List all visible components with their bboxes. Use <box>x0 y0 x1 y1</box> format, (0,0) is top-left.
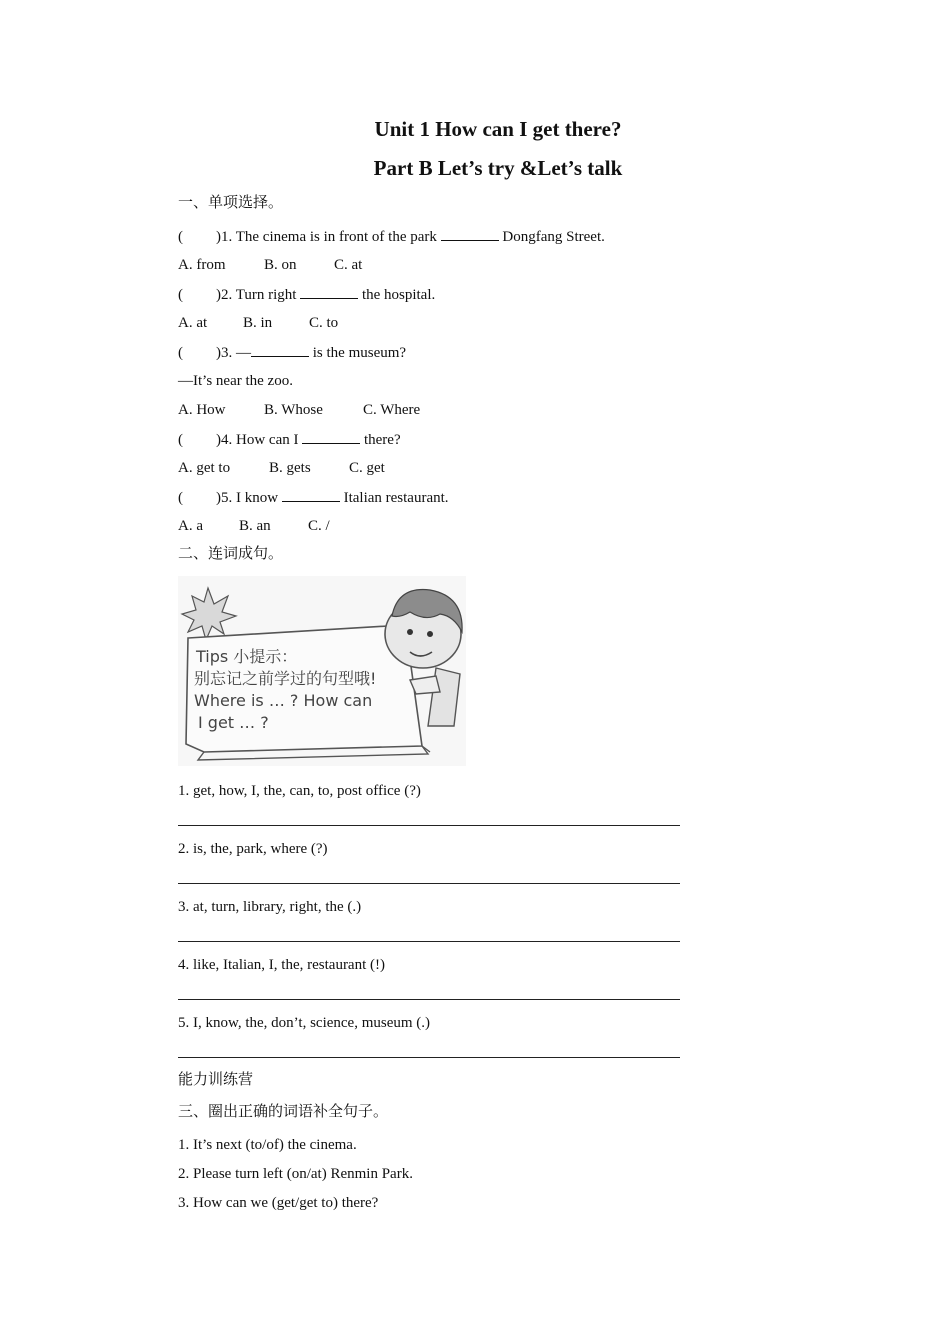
question-2-options <box>178 313 338 333</box>
option-c: C. to <box>309 315 339 331</box>
section-1-heading: 一、单项选择。 <box>178 195 284 211</box>
tips-line-2: 别忘记之前学过的句型哦! <box>194 669 377 688</box>
option-a: A. get to <box>178 460 231 476</box>
option-a: A. at <box>178 315 208 331</box>
answer-blank[interactable] <box>441 226 499 241</box>
reorder-item-4: 4. like, Italian, I, the, restaurant (!) <box>178 957 385 973</box>
answer-blank[interactable] <box>282 487 340 502</box>
question-4: ( )4. How can I there? <box>178 429 401 450</box>
option-c: C. Where <box>363 402 421 418</box>
answer-line-2[interactable] <box>178 883 680 884</box>
worksheet-subtitle: Part B Let’s try &Let’s talk <box>373 156 623 180</box>
answer-blank[interactable] <box>302 429 360 444</box>
option-b: B. an <box>239 518 271 534</box>
answer-line-4[interactable] <box>178 999 680 1000</box>
answer-blank[interactable] <box>251 342 309 357</box>
worksheet-title: Unit 1 How can I get there? <box>374 117 622 141</box>
reorder-item-2: 2. is, the, park, where (?) <box>178 841 328 857</box>
ability-heading: 能力训练营 <box>178 1072 254 1088</box>
option-b: B. in <box>243 315 273 331</box>
option-c: C. at <box>334 257 363 273</box>
tips-line-3: Where is … ? How can <box>194 691 373 710</box>
option-b: B. gets <box>269 460 311 476</box>
tips-board-svg <box>178 576 466 766</box>
reorder-item-5: 5. I, know, the, don’t, science, museum (.) <box>178 1015 431 1031</box>
answer-line-1[interactable] <box>178 825 680 826</box>
circle-item-2: 2. Please turn left (on/at) Renmin Park. <box>178 1166 413 1182</box>
reorder-item-3: 3. at, turn, library, right, the (.) <box>178 899 362 915</box>
option-b: B. on <box>264 257 297 273</box>
option-a: A. How <box>178 402 226 418</box>
answer-line-5[interactable] <box>178 1057 680 1058</box>
option-a: A. from <box>178 257 226 273</box>
option-b: B. Whose <box>264 402 323 418</box>
question-4-options <box>178 458 385 478</box>
option-a: A. a <box>178 518 203 534</box>
option-c: C. / <box>308 518 330 534</box>
tips-line-1: Tips 小提示： <box>196 647 298 666</box>
tips-line-4: I get … ? <box>198 713 269 732</box>
circle-item-3: 3. How can we (get/get to) there? <box>178 1195 379 1211</box>
section-2-heading: 二、连词成句。 <box>178 546 284 562</box>
reorder-item-1: 1. get, how, I, the, can, to, post office (?) <box>178 783 421 799</box>
option-c: C. get <box>349 460 385 476</box>
question-3-options <box>178 400 420 420</box>
question-1-options <box>178 255 362 275</box>
question-1: ( )1. The cinema is in front of the park Dongfang Street. <box>178 226 605 247</box>
question-5-options <box>178 516 330 536</box>
question-3: ( )3. — is the museum? <box>178 342 406 363</box>
answer-line-3[interactable] <box>178 941 680 942</box>
tips-illustration <box>178 576 466 766</box>
circle-item-1: 1. It’s next (to/of) the cinema. <box>178 1137 357 1153</box>
section-3-heading: 三、圈出正确的词语补全句子。 <box>178 1104 389 1120</box>
question-2: ( )2. Turn right the hospital. <box>178 284 435 305</box>
question-3-answer-line: —It’s near the zoo. <box>178 373 293 389</box>
answer-blank[interactable] <box>300 284 358 299</box>
question-5: ( )5. I know Italian restaurant. <box>178 487 449 508</box>
